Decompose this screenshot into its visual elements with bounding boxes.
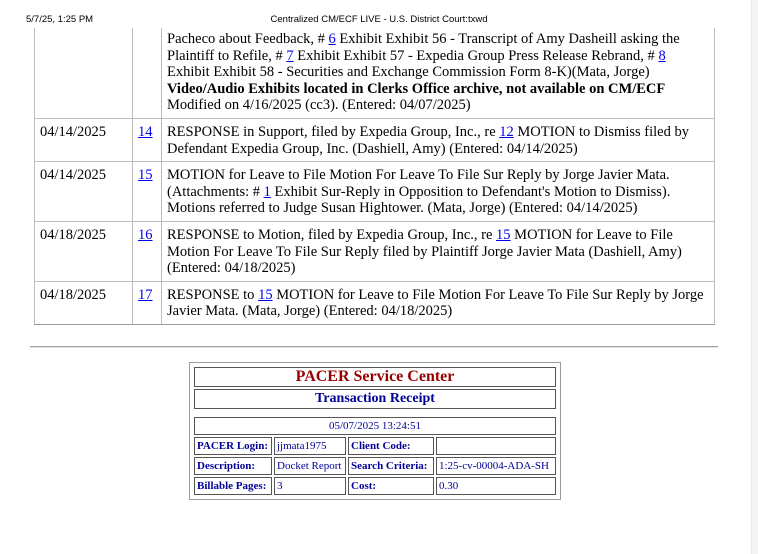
entry-link[interactable]: 16	[138, 226, 153, 243]
ref-link[interactable]: 12	[499, 123, 514, 140]
login-label: PACER Login:	[194, 437, 272, 455]
ref-link[interactable]: 15	[496, 226, 511, 243]
date-cell: 04/14/2025	[35, 118, 133, 161]
billable-pages-value: 3	[274, 477, 346, 495]
ref-link[interactable]: 15	[258, 286, 273, 303]
docket-text-cell: MOTION for Leave to File Motion For Leave To File Sur Reply by Jorge Javier Mata. (Attachments: # 1 Exhibit Sur-Reply in Opposition to Defendant's Motion to Dismiss). Motions referred to Judge Susan Hightower. (Mata, Jorge) (Entered: 04/14/2025)	[162, 162, 715, 222]
entry-number-cell	[133, 162, 162, 222]
date-cell: 04/18/2025	[35, 281, 133, 324]
date-cell: 04/14/2025	[35, 162, 133, 222]
docket-text-cell: RESPONSE to Motion, filed by Expedia Group, Inc., re 15 MOTION for Leave to File Motion For Leave To File Sur Reply filed by Plaintiff Jorge Javier Mata (Dashiell, Amy) (Entered: 04/18/2025)	[162, 221, 715, 281]
print-datetime: 5/7/25, 1:25 PM	[26, 14, 94, 25]
browser-print-header	[0, 14, 758, 28]
table-row	[35, 162, 715, 222]
exhibit-link-6[interactable]: 6	[328, 31, 336, 47]
pacer-receipt-table	[192, 365, 558, 497]
billable-pages-label: Billable Pages:	[194, 477, 272, 495]
login-value: jjmata1975	[274, 437, 346, 455]
cost-label: Cost:	[348, 477, 434, 495]
pacer-receipt	[189, 362, 561, 500]
exhibit-link-7[interactable]: 7	[286, 47, 294, 64]
date-cell	[35, 28, 133, 118]
transaction-receipt-heading: Transaction Receipt	[194, 389, 556, 409]
exhibit-link-8[interactable]: 8	[658, 47, 666, 64]
docket-text-cell: RESPONSE to 15 MOTION for Leave to File Motion For Leave To File Sur Reply by Jorge Javier Mata. (Mata, Jorge) (Entered: 04/18/2025)	[162, 281, 715, 324]
table-row	[35, 281, 715, 324]
client-code-label: Client Code:	[348, 437, 434, 455]
entry-number-cell	[133, 28, 162, 118]
client-code-value	[436, 437, 556, 455]
entry-link[interactable]: 15	[138, 167, 153, 184]
search-criteria-value: 1:25-cv-00004-ADA-SH	[436, 457, 556, 475]
entry-link[interactable]: 17	[138, 286, 153, 303]
table-row	[35, 28, 715, 118]
table-row	[35, 118, 715, 161]
vertical-scrollbar[interactable]	[751, 0, 758, 554]
docket-text-cell: Pacheco about Feedback, # 6 Exhibit Exhibit 56 - Transcript of Amy Dasheill asking the Plaintiff to Refile, # 7 Exhibit Exhibit 57 - Expedia Group Press Release Rebrand, # 8 Exhibit Exhibit 58 - Securities and Exchange Commission Form 8-K)(Mata, Jorge) Video/Audio Exhibits located in Clerks Office archive, not available on CM/ECF Modified on 4/16/2025 (cc3). (Entered: 04/07/2025)	[162, 28, 715, 118]
description-value: Docket Report	[274, 457, 346, 475]
pacer-service-center-heading: PACER Service Center	[194, 367, 556, 387]
entry-number-cell	[133, 281, 162, 324]
attachment-link[interactable]: 1	[263, 183, 271, 200]
cost-value: 0.30	[436, 477, 556, 495]
divider	[30, 346, 718, 348]
archive-notice: Video/Audio Exhibits located in Clerks Office archive, not available on CM/ECF	[167, 80, 666, 97]
print-page-title: Centralized CM/ECF LIVE - U.S. District Court:txwd	[270, 14, 488, 25]
docket-text-cell: RESPONSE in Support, filed by Expedia Group, Inc., re 12 MOTION to Dismiss filed by Defendant Expedia Group, Inc. (Dashiell, Amy) (Entered: 04/14/2025)	[162, 118, 715, 161]
receipt-timestamp: 05/07/2025 13:24:51	[194, 417, 556, 435]
entry-number-cell	[133, 221, 162, 281]
search-criteria-label: Search Criteria:	[348, 457, 434, 475]
entry-number-cell	[133, 118, 162, 161]
table-row	[35, 221, 715, 281]
date-cell: 04/18/2025	[35, 221, 133, 281]
docket-table	[34, 28, 715, 325]
entry-link[interactable]: 14	[138, 123, 153, 140]
description-label: Description:	[194, 457, 272, 475]
